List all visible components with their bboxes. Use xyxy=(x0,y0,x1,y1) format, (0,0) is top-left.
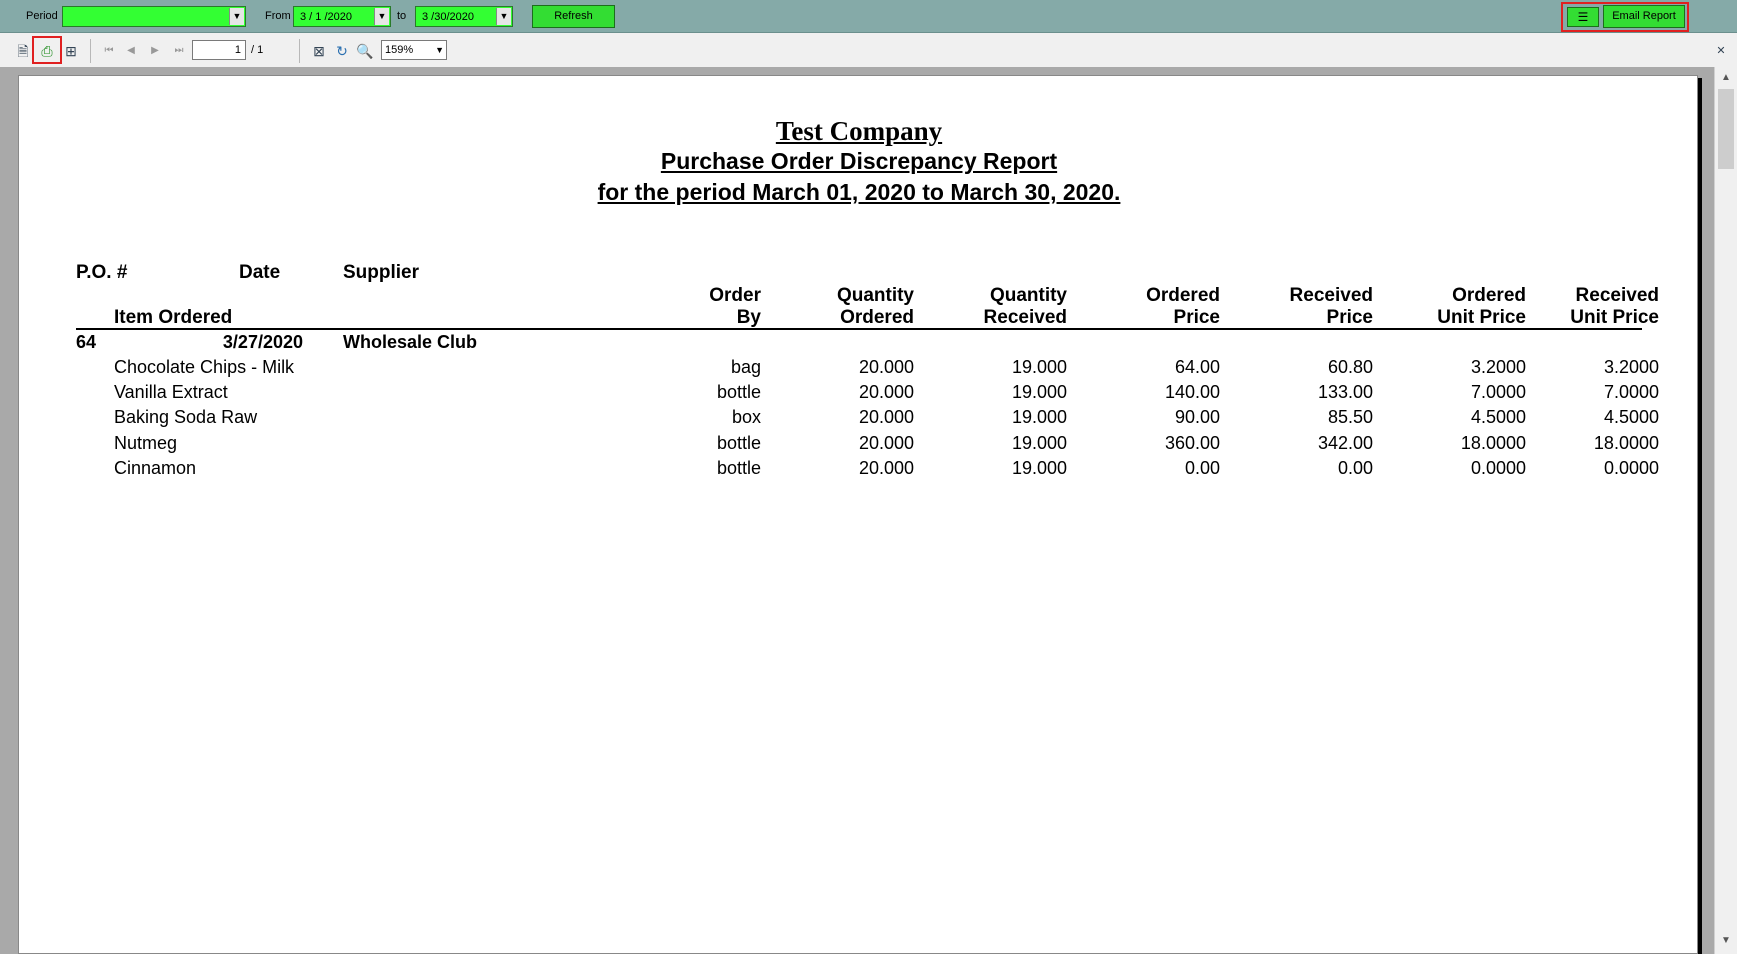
chevron-down-icon[interactable]: ▼ xyxy=(496,8,511,25)
report-period: for the period March 01, 2020 to March 30, 2020. xyxy=(597,179,1121,205)
row-ordered-price: 360.00 xyxy=(1164,433,1220,453)
row-qty-received: 19.000 xyxy=(1011,382,1067,402)
row-ordered-price: 140.00 xyxy=(1164,382,1220,402)
row-received-unit-price: 0.0000 xyxy=(1603,458,1659,478)
row-item: Chocolate Chips - Milk xyxy=(114,357,295,377)
scroll-up-icon[interactable]: ▲ xyxy=(1721,72,1731,83)
row-received-price: 60.80 xyxy=(1327,357,1373,377)
row-order-by: bottle xyxy=(716,458,761,478)
row-ordered-price: 64.00 xyxy=(1174,357,1220,377)
po-number: 64 xyxy=(76,332,97,352)
header-qty-ordered: Quantity xyxy=(836,285,914,306)
row-received-unit-price: 18.0000 xyxy=(1593,433,1659,453)
first-page-icon[interactable]: ⏮ xyxy=(104,45,114,56)
row-received-price: 133.00 xyxy=(1317,382,1373,402)
scroll-thumb[interactable] xyxy=(1718,89,1734,169)
company-title: Test Company xyxy=(775,116,943,146)
row-order-by: bag xyxy=(730,357,761,377)
to-date-picker[interactable]: 3 /30/2020 ▼ xyxy=(415,6,513,27)
to-label: to xyxy=(397,10,407,22)
period-label: Period xyxy=(26,10,58,22)
stop-icon[interactable]: ⊠ xyxy=(313,43,325,59)
vertical-scrollbar[interactable] xyxy=(1714,67,1737,954)
row-qty-ordered: 20.000 xyxy=(858,357,914,377)
row-item: Nutmeg xyxy=(114,433,178,453)
toolbar-separator xyxy=(90,39,91,63)
header-qty-received: Received xyxy=(983,307,1067,328)
print-icon[interactable]: ⎙ xyxy=(41,43,53,59)
row-order-by: box xyxy=(731,407,761,427)
row-qty-received: 19.000 xyxy=(1011,458,1067,478)
chevron-down-icon[interactable]: ▼ xyxy=(435,45,444,55)
row-ordered-unit-price: 4.5000 xyxy=(1470,407,1526,427)
header-received-price: Price xyxy=(1326,307,1373,328)
header-qty-received: Quantity xyxy=(989,285,1067,306)
header-received-price: Received xyxy=(1289,285,1373,306)
scroll-down-icon[interactable]: ▼ xyxy=(1721,935,1731,946)
chevron-down-icon[interactable]: ▼ xyxy=(374,8,389,25)
row-item: Baking Soda Raw xyxy=(114,407,258,427)
header-received-unit-price: Unit Price xyxy=(1570,307,1659,328)
report-page xyxy=(18,75,1698,954)
from-label: From xyxy=(265,10,291,22)
header-order-by: Order xyxy=(709,285,761,306)
row-qty-received: 19.000 xyxy=(1011,357,1067,377)
row-order-by: bottle xyxy=(716,382,761,402)
row-ordered-unit-price: 3.2000 xyxy=(1470,357,1526,377)
zoom-select[interactable]: 159% ▼ xyxy=(381,40,447,60)
toolbar-separator xyxy=(299,39,300,63)
header-divider xyxy=(76,328,1642,330)
prev-page-icon[interactable]: ◀ xyxy=(127,45,135,56)
next-page-icon[interactable]: ▶ xyxy=(151,45,159,56)
row-received-price: 0.00 xyxy=(1337,458,1373,478)
header-supplier: Supplier xyxy=(343,262,420,283)
search-icon[interactable]: 🔍 xyxy=(356,43,374,59)
po-date: 3/27/2020 xyxy=(222,332,303,352)
header-ordered-price: Ordered xyxy=(1146,285,1220,306)
header-item: Item Ordered xyxy=(114,307,233,328)
period-select[interactable] xyxy=(62,6,246,27)
header-po: P.O. # xyxy=(76,262,128,283)
po-supplier: Wholesale Club xyxy=(343,332,478,352)
header-ordered-price: Price xyxy=(1173,307,1220,328)
row-qty-ordered: 20.000 xyxy=(858,458,914,478)
row-qty-ordered: 20.000 xyxy=(858,433,914,453)
row-received-unit-price: 3.2000 xyxy=(1603,357,1659,377)
row-ordered-unit-price: 0.0000 xyxy=(1470,458,1526,478)
email-report-button[interactable]: Email Report xyxy=(1603,5,1685,28)
row-received-price: 342.00 xyxy=(1317,433,1373,453)
row-item: Cinnamon xyxy=(114,458,197,478)
filter-bar xyxy=(0,0,1737,33)
row-received-unit-price: 7.0000 xyxy=(1603,382,1659,402)
row-ordered-unit-price: 18.0000 xyxy=(1460,433,1526,453)
row-qty-received: 19.000 xyxy=(1011,407,1067,427)
row-qty-ordered: 20.000 xyxy=(858,407,914,427)
header-received-unit-price: Received xyxy=(1575,285,1659,306)
row-received-unit-price: 4.5000 xyxy=(1603,407,1659,427)
page-total: / 1 xyxy=(251,44,264,56)
row-ordered-unit-price: 7.0000 xyxy=(1470,382,1526,402)
group-tree-icon[interactable]: ⊞ xyxy=(65,43,77,59)
row-order-by: bottle xyxy=(716,433,761,453)
row-qty-received: 19.000 xyxy=(1011,433,1067,453)
row-item: Vanilla Extract xyxy=(114,382,228,402)
header-order-by: By xyxy=(736,307,761,328)
close-icon[interactable]: ✕ xyxy=(1716,45,1726,57)
row-received-price: 85.50 xyxy=(1327,407,1373,427)
header-ordered-unit-price: Unit Price xyxy=(1437,307,1526,328)
header-ordered-unit-price: Ordered xyxy=(1452,285,1526,306)
row-ordered-price: 90.00 xyxy=(1174,407,1220,427)
page-number-input[interactable]: 1 xyxy=(192,40,246,60)
refresh-button[interactable]: Refresh xyxy=(532,5,615,28)
row-ordered-price: 0.00 xyxy=(1184,458,1220,478)
header-date: Date xyxy=(239,262,281,283)
email-settings-icon[interactable]: ☰ xyxy=(1567,7,1599,27)
export-icon[interactable]: 🗎 xyxy=(17,43,29,59)
from-date-picker[interactable]: 3 / 1 /2020 ▼ xyxy=(293,6,391,27)
row-qty-ordered: 20.000 xyxy=(858,382,914,402)
refresh-icon[interactable]: ↻ xyxy=(336,43,348,59)
report-title: Purchase Order Discrepancy Report xyxy=(660,148,1058,174)
last-page-icon[interactable]: ⏭ xyxy=(174,45,184,56)
chevron-down-icon[interactable]: ▼ xyxy=(229,8,244,25)
header-qty-ordered: Ordered xyxy=(840,307,914,328)
